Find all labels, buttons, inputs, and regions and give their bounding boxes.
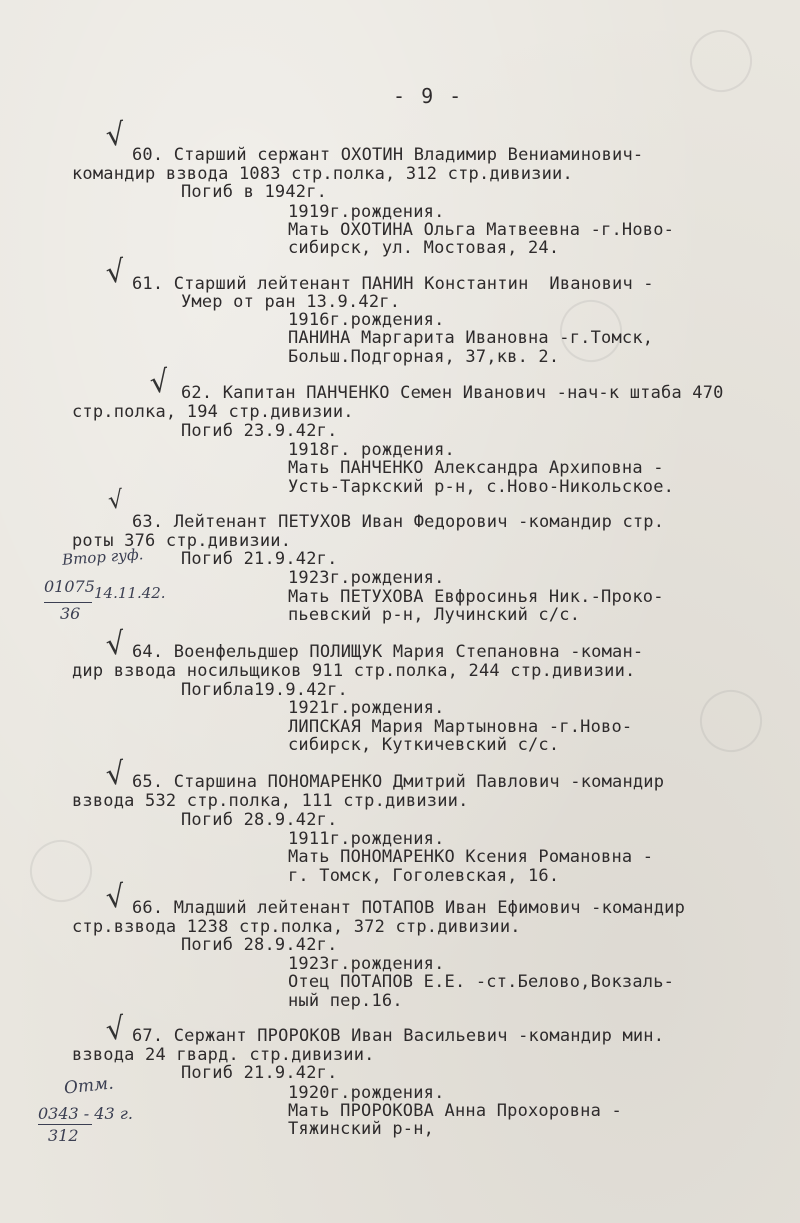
entry-64-line-2: дир взвода носильщиков 911 стр.полка, 244 стр.дивизии.	[72, 661, 636, 681]
page-number: - 9 -	[393, 84, 464, 108]
entry-60-line-1: 60. Старший сержант ОХОТИН Владимир Вениаминович-	[132, 145, 644, 165]
entry-64-line-6: сибирск, Куткичевский с/с.	[288, 735, 560, 755]
entry-61-line-3: 1916г.рождения.	[288, 310, 445, 330]
checkmark-icon: √	[103, 878, 128, 917]
entry-62-line-2: стр.полка, 194 стр.дивизии.	[72, 402, 354, 422]
entry-65-line-6: г. Томск, Гоголевская, 16.	[288, 866, 560, 886]
entry-60-line-3: Погиб в 1942г.	[181, 182, 328, 202]
entry-64-line-3: Погибла19.9.42г.	[181, 680, 348, 700]
entry-66-line-5: Отец ПОТАПОВ Е.Е. -ст.Белово,Вокзаль-	[288, 972, 675, 992]
entry-64-line-1: 64. Военфельдшер ПОЛИЩУК Мария Степановна -коман-	[132, 642, 644, 662]
checkmark-icon: √	[147, 363, 172, 402]
entry-67-line-1: 67. Сержант ПРОРОКОВ Иван Васильевич -командир мин.	[132, 1026, 665, 1046]
watermark-stamp	[680, 20, 762, 102]
entry-67-line-3: Погиб 21.9.42г.	[181, 1063, 338, 1083]
handwritten-note-67-mark: Отм.	[63, 1073, 115, 1099]
entry-66-line-6: ный пер.16.	[288, 991, 403, 1011]
entry-63-line-5: Мать ПЕТУХОВА Евфросинья Ник.-Проко-	[288, 587, 664, 607]
watermark-stamp	[20, 830, 102, 912]
entry-63-line-4: 1923г.рождения.	[288, 568, 445, 588]
entry-66-line-4: 1923г.рождения.	[288, 954, 445, 974]
checkmark-icon: √	[103, 253, 128, 292]
handwritten-note-67-number: 0343 - 43 г.	[38, 1104, 133, 1123]
handwritten-note-63-denominator: 36	[60, 604, 81, 623]
entry-61-line-2: Умер от ран 13.9.42г.	[181, 292, 401, 312]
checkmark-icon: √	[106, 485, 126, 515]
entry-60-line-2: командир взвода 1083 стр.полка, 312 стр.дивизии.	[72, 164, 573, 184]
entry-65-line-2: взвода 532 стр.полка, 111 стр.дивизии.	[72, 791, 469, 811]
checkmark-icon: √	[103, 116, 128, 155]
handwritten-note-67-denominator: 312	[48, 1126, 79, 1145]
entry-62-line-1: 62. Капитан ПАНЧЕНКО Семен Иванович -нач-к штаба 470	[181, 383, 724, 403]
entry-64-line-4: 1921г.рождения.	[288, 698, 445, 718]
entry-63-line-6: пьевский р-н, Лучинский с/с.	[288, 605, 581, 625]
handwritten-fraction-line	[44, 602, 92, 603]
handwritten-note-63-date: 14.11.42.	[94, 584, 166, 602]
entry-63-line-2: роты 376 стр.дивизии.	[72, 531, 292, 551]
entry-66-line-1: 66. Младший лейтенант ПОТАПОВ Иван Ефимович -командир	[132, 898, 686, 918]
entry-65-line-5: Мать ПОНОМАРЕНКО Ксения Романовна -	[288, 847, 654, 867]
entry-65-line-3: Погиб 28.9.42г.	[181, 810, 338, 830]
entry-67-line-6: Тяжинский р-н,	[288, 1119, 435, 1139]
entry-66-line-3: Погиб 28.9.42г.	[181, 935, 338, 955]
entry-62-line-6: Усть-Таркский р-н, с.Ново-Никольское.	[288, 477, 675, 497]
entry-66-line-2: стр.взвода 1238 стр.полка, 372 стр.дивизии.	[72, 917, 521, 937]
entry-63-line-3: Погиб 21.9.42г.	[181, 549, 338, 569]
handwritten-note-63-unit: Втор гуф.	[61, 545, 144, 569]
checkmark-icon: √	[103, 625, 128, 664]
entry-61-line-4: ПАНИНА Маргарита Ивановна -г.Томск,	[288, 328, 654, 348]
entry-60-line-6: сибирск, ул. Мостовая, 24.	[288, 238, 560, 258]
entry-62-line-4: 1918г. рождения.	[288, 440, 455, 460]
entry-67-line-2: взвода 24 гвард. стр.дивизии.	[72, 1045, 375, 1065]
entry-67-line-5: Мать ПРОРОКОВА Анна Прохоровна -	[288, 1101, 622, 1121]
entry-67-line-4: 1920г.рождения.	[288, 1083, 445, 1103]
handwritten-fraction-line	[38, 1124, 92, 1125]
entry-65-line-4: 1911г.рождения.	[288, 829, 445, 849]
entry-65-line-1: 65. Старшина ПОНОМАРЕНКО Дмитрий Павлович -командир	[132, 772, 665, 792]
entry-60-line-4: 1919г.рождения.	[288, 202, 445, 222]
checkmark-icon: √	[103, 755, 128, 794]
entry-61-line-5: Больш.Подгорная, 37,кв. 2.	[288, 347, 560, 367]
handwritten-note-63-number: 01075	[44, 577, 95, 596]
watermark-stamp	[690, 680, 772, 762]
entry-62-line-5: Мать ПАНЧЕНКО Александра Архиповна -	[288, 458, 664, 478]
entry-63-line-1: 63. Лейтенант ПЕТУХОВ Иван Федорович -командир стр.	[132, 512, 665, 532]
entry-62-line-3: Погиб 23.9.42г.	[181, 421, 338, 441]
entry-61-line-1: 61. Старший лейтенант ПАНИН Константин Иванович -	[132, 274, 654, 294]
checkmark-icon: √	[103, 1010, 128, 1049]
entry-60-line-5: Мать ОХОТИНА Ольга Матвеевна -г.Ново-	[288, 220, 675, 240]
entry-64-line-5: ЛИПСКАЯ Мария Мартыновна -г.Ново-	[288, 717, 633, 737]
